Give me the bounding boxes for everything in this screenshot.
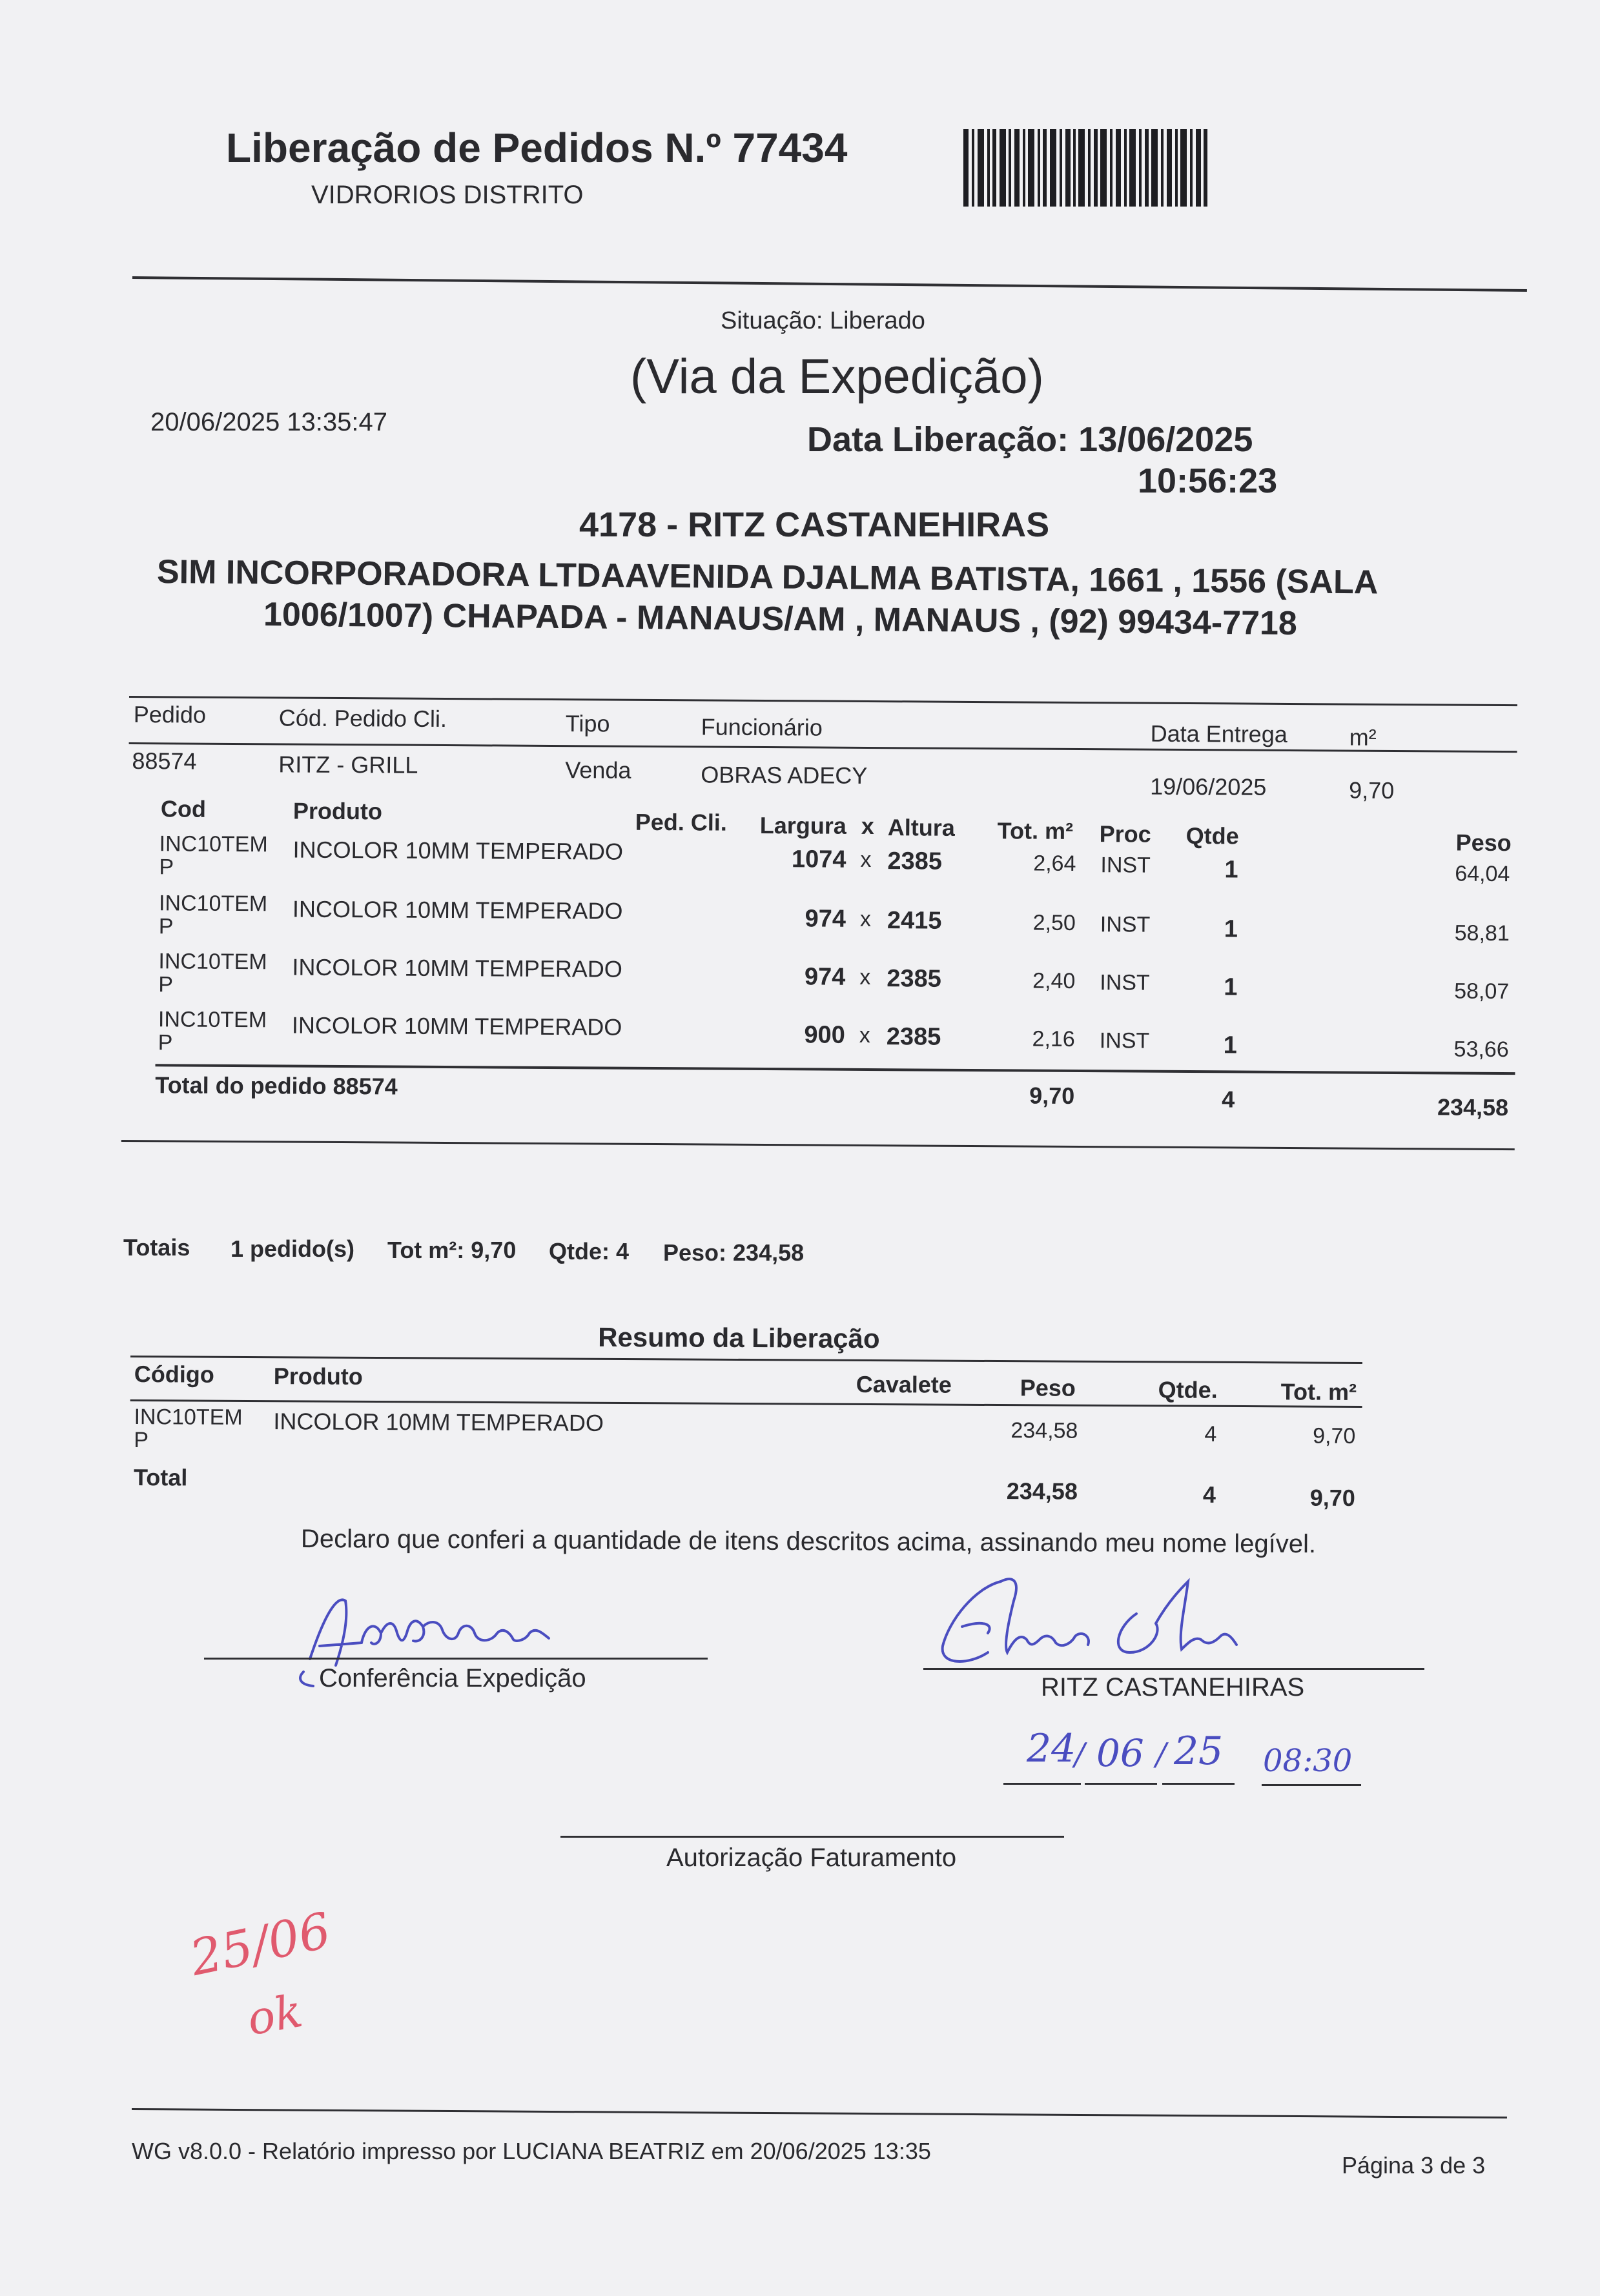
- status-label: Situação: Liberado: [721, 307, 925, 334]
- col-header-cod-pedido-cli: Cód. Pedido Cli.: [278, 704, 447, 733]
- summary-total-tot-m2: 9,70: [1309, 1484, 1355, 1511]
- item-cod-cont: P: [159, 855, 174, 880]
- order-pedido: 88574: [132, 747, 197, 775]
- item-header-ped-cli: Ped. Cli.: [635, 808, 727, 836]
- summary-header-tot-m2: Tot. m²: [1280, 1378, 1357, 1405]
- item-qtde: 1: [1224, 915, 1238, 943]
- authorization-label: Autorização Faturamento: [666, 1844, 957, 1872]
- printed-datetime: 20/06/2025 13:35:47: [150, 408, 388, 436]
- authorization-line: [560, 1836, 1064, 1838]
- item-peso: 64,04: [1455, 861, 1510, 887]
- item-tot-m2: 2,64: [1033, 851, 1076, 876]
- item-x: x: [859, 964, 871, 990]
- col-header-funcionario: Funcionário: [701, 713, 823, 741]
- order-tipo: Venda: [565, 757, 631, 784]
- item-peso: 53,66: [1453, 1037, 1509, 1062]
- summary-header-qtde: Qtde.: [1158, 1376, 1218, 1403]
- summary-header-produto: Produto: [273, 1363, 363, 1390]
- footer-rule: [132, 2108, 1507, 2118]
- order-cod-pedido-cli: RITZ - GRILL: [278, 751, 418, 778]
- signature-left-label: Conferência Expedição: [319, 1664, 586, 1692]
- item-qtde: 1: [1223, 1031, 1238, 1059]
- item-altura: 2385: [887, 848, 943, 875]
- item-cod: INC10TEM: [158, 949, 267, 975]
- item-largura: 1074: [791, 846, 846, 873]
- col-header-m2: m²: [1349, 724, 1377, 751]
- client-address-line2: 1006/1007) CHAPADA - MANAUS/AM , MANAUS , (92) 99434-7718: [263, 596, 1298, 642]
- item-produto: INCOLOR 10MM TEMPERADO: [292, 895, 623, 924]
- item-proc: INST: [1100, 970, 1150, 995]
- item-produto: INCOLOR 10MM TEMPERADO: [291, 1011, 622, 1041]
- item-cod-cont: P: [158, 972, 174, 997]
- order-m2: 9,70: [1349, 777, 1395, 804]
- item-proc: INST: [1100, 853, 1151, 878]
- item-qtde: 1: [1224, 856, 1238, 884]
- totals-pedidos: 1 pedido(s): [231, 1235, 355, 1262]
- totals-peso: Peso: 234,58: [663, 1239, 805, 1266]
- totals-label: Totais: [123, 1234, 190, 1261]
- handwritten-month: 06: [1096, 1731, 1144, 1775]
- item-peso: 58,81: [1454, 920, 1510, 946]
- totals-tot-m2: Tot m²: 9,70: [387, 1237, 517, 1263]
- item-largura: 974: [804, 963, 846, 991]
- signature-right-label: RITZ CASTANEHIRAS: [1041, 1673, 1305, 1702]
- col-header-data-entrega: Data Entrega: [1150, 720, 1287, 747]
- item-header-altura: Altura: [887, 814, 955, 841]
- release-time: 10:56:23: [1138, 462, 1278, 500]
- item-cod: INC10TEM: [158, 891, 268, 917]
- via-label: (Via da Expedição): [630, 349, 1044, 404]
- signature-right: [923, 1562, 1285, 1678]
- totals-qtde: Qtde: 4: [549, 1238, 630, 1265]
- release-date-value: 13/06/2025: [1078, 420, 1253, 459]
- item-cod: INC10TEM: [159, 831, 268, 857]
- summary-total-peso: 234,58: [1006, 1478, 1078, 1505]
- summary-row-qtde: 4: [1204, 1421, 1217, 1447]
- summary-total-label: Total: [133, 1464, 188, 1491]
- order-total-m2: 9,70: [1029, 1082, 1075, 1109]
- summary-header-codigo: Código: [134, 1361, 214, 1388]
- order-total-peso: 234,58: [1437, 1093, 1509, 1121]
- summary-row-produto: INCOLOR 10MM TEMPERADO: [273, 1408, 604, 1436]
- item-header-proc: Proc: [1099, 820, 1151, 848]
- item-peso: 58,07: [1454, 979, 1510, 1004]
- date-line-time: [1262, 1784, 1361, 1786]
- item-tot-m2: 2,16: [1032, 1026, 1075, 1051]
- item-header-peso: Peso: [1455, 829, 1512, 857]
- item-x: x: [859, 1022, 870, 1048]
- item-x: x: [859, 906, 872, 932]
- summary-row-codigo-cont: P: [134, 1428, 149, 1453]
- item-cod-cont: P: [158, 1030, 173, 1055]
- item-largura: 974: [805, 905, 846, 933]
- summary-title: Resumo da Liberação: [598, 1321, 880, 1354]
- item-proc: INST: [1099, 1028, 1150, 1053]
- release-label: Data Liberação:: [807, 420, 1069, 459]
- handwritten-year: 25: [1174, 1729, 1224, 1774]
- handwritten-day: 24: [1027, 1726, 1076, 1771]
- date-line-day: [1003, 1783, 1081, 1785]
- client-code-name: 4178 - RITZ CASTANEHIRAS: [579, 505, 1050, 544]
- document-title: Liberação de Pedidos N.º 77434: [226, 125, 848, 171]
- handwritten-time: 08:30: [1263, 1743, 1353, 1779]
- red-note-date: 25/06: [185, 1901, 336, 1987]
- item-produto: INCOLOR 10MM TEMPERADO: [292, 836, 624, 865]
- date-line-year: [1162, 1783, 1235, 1785]
- item-cod-cont: P: [158, 914, 174, 939]
- summary-header-cavalete: Cavalete: [856, 1370, 952, 1398]
- item-altura: 2385: [887, 965, 942, 993]
- col-header-pedido: Pedido: [133, 701, 207, 728]
- item-altura: 2385: [886, 1023, 941, 1051]
- item-header-cod: Cod: [160, 795, 207, 822]
- order-total-qtde: 4: [1222, 1086, 1235, 1113]
- item-header-largura: Largura: [759, 811, 846, 839]
- signature-right-line: [923, 1668, 1424, 1670]
- item-header-qtde: Qtde: [1185, 822, 1239, 849]
- summary-row-peso: 234,58: [1010, 1418, 1078, 1443]
- summary-header-peso: Peso: [1020, 1374, 1076, 1401]
- summary-total-qtde: 4: [1202, 1481, 1216, 1508]
- item-header-produto: Produto: [292, 797, 383, 825]
- footer-printed-by: WG v8.0.0 - Relatório impresso por LUCIANA BEATRIZ em 20/06/2025 13:35: [132, 2138, 931, 2164]
- declaration-text: Declaro que conferi a quantidade de itens descritos acima, assinando meu nome legível.: [300, 1525, 1317, 1559]
- date-line-month: [1085, 1783, 1157, 1785]
- item-altura: 2415: [887, 907, 942, 935]
- signature-left-line: [204, 1658, 708, 1660]
- handwritten-sep2: /: [1156, 1736, 1167, 1773]
- red-note-ok: ok: [243, 1984, 307, 2046]
- client-address-line1: SIM INCORPORADORA LTDAAVENIDA DJALMA BATISTA, 1661 , 1556 (SALA: [156, 553, 1379, 602]
- handwritten-sep1: /: [1074, 1736, 1085, 1773]
- item-qtde: 1: [1224, 973, 1238, 1001]
- item-header-tot-m2: Tot. m²: [997, 817, 1074, 844]
- item-header-x: x: [861, 812, 874, 840]
- order-funcionario: OBRAS ADECY: [701, 761, 868, 789]
- item-x: x: [860, 847, 872, 873]
- footer-page: Página 3 de 3: [1342, 2152, 1486, 2179]
- order-total-label: Total do pedido 88574: [155, 1072, 398, 1100]
- item-cod: INC10TEM: [158, 1007, 267, 1033]
- item-tot-m2: 2,40: [1032, 968, 1076, 993]
- summary-row-tot-m2: 9,70: [1313, 1423, 1356, 1448]
- item-produto: INCOLOR 10MM TEMPERADO: [292, 953, 622, 982]
- col-header-tipo: Tipo: [565, 710, 610, 737]
- item-largura: 900: [804, 1021, 845, 1049]
- item-proc: INST: [1100, 912, 1151, 937]
- order-data-entrega: 19/06/2025: [1150, 773, 1267, 800]
- item-tot-m2: 2,50: [1032, 910, 1076, 935]
- summary-row-codigo: INC10TEM: [134, 1405, 243, 1430]
- company-name: VIDRORIOS DISTRITO: [311, 181, 584, 209]
